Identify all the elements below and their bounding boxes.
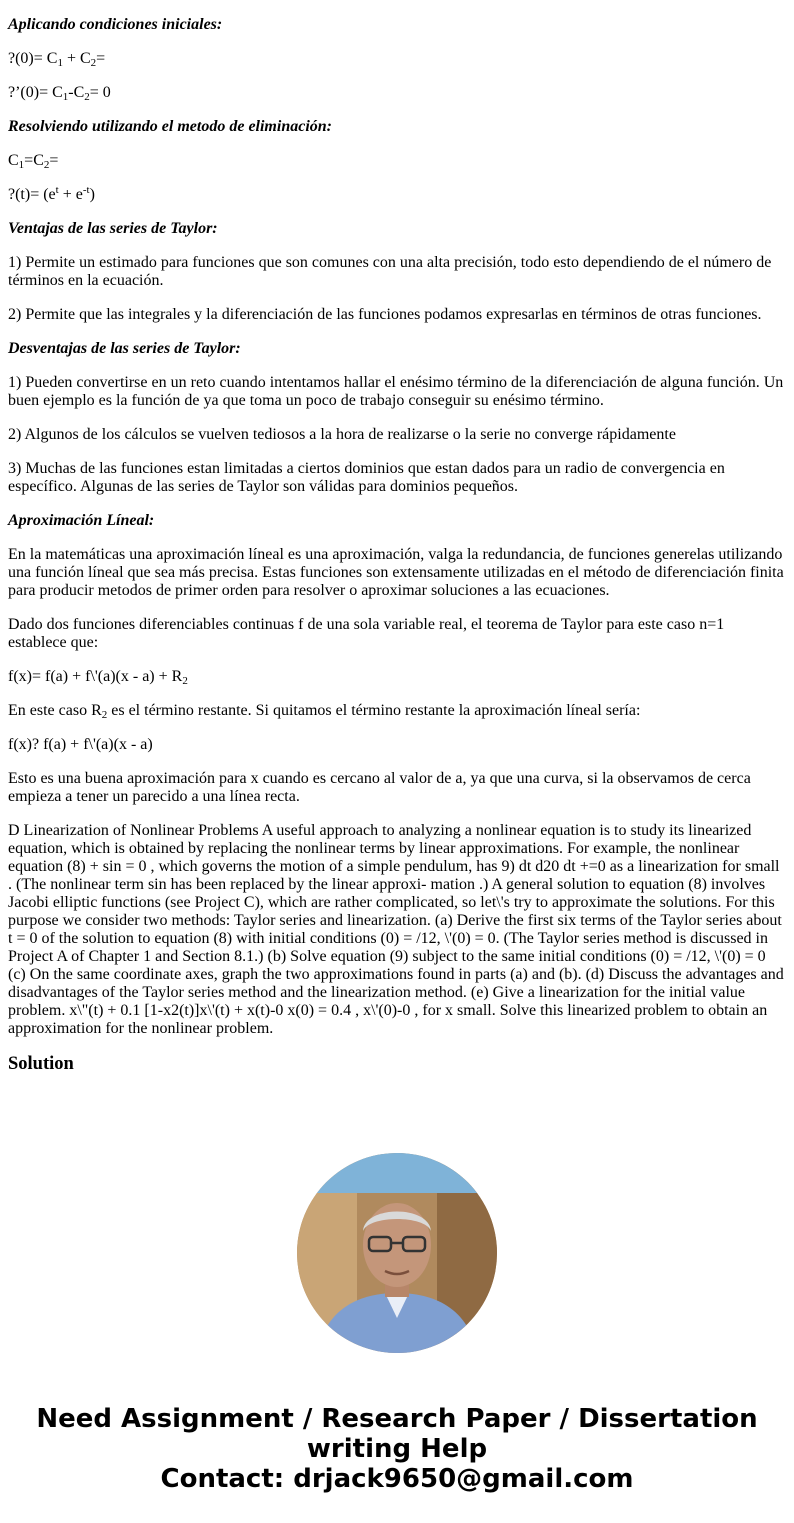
solution-title: Solution	[8, 1054, 74, 1074]
avatar-portrait-icon	[297, 1153, 497, 1353]
avatar	[297, 1153, 497, 1353]
equation-initial-1: ?(0)= $C_1 + C_2=$	[8, 50, 106, 69]
heading-advantages: Ventajas de las series de Taylor:	[8, 220, 218, 237]
equation-initial-2: ?’(0)= $C_1-C_2= 0$	[8, 84, 111, 103]
linear-paragraph-2: Dado dos funciones diferenciables continuas f de una sola variable real, el teorema de Taylor para este caso n=1 establece que:	[8, 616, 725, 651]
equation-linear-approx: f(x)? f(a) + f\'(a)(x - a)	[8, 736, 153, 753]
heading-elimination: Resolviendo utilizando el metodo de eliminación:	[8, 118, 332, 135]
banner-line-1: Need Assignment / Research Paper / Dissertation	[36, 1404, 758, 1434]
heading-disadvantages: Desventajas de las series de Taylor:	[8, 340, 241, 357]
disadvantage-item-1: 1) Pueden convertirse en un reto cuando intentamos hallar el enésimo término de la diferenciación de alguna función. Un buen ejemplo es la función de ya que toma un poco de trabajo conseguir su enésimo término.	[8, 374, 784, 409]
disadvantage-item-3: 3) Muchas de las funciones estan limitadas a ciertos dominios que estan dados para un radio de convergencia en específico. Algunas de las series de Taylor son válidas para dominios pequeños.	[8, 460, 725, 495]
equation-solution: ?(t)= $(e^t + e^{-t})$	[8, 184, 95, 203]
equation-taylor: f(x)= f(a) + f\'(a)(x - $a) + R_2$	[8, 668, 188, 687]
document-body	[8, 16, 786, 1074]
equation-constants: $C_1=C_2=$	[8, 152, 59, 171]
advantage-item-1: 1) Permite un estimado para funciones que son comunes con una alta precisión, todo esto dependiendo de el número de términos en la ecuación.	[8, 254, 772, 289]
heading-initial-conditions: Aplicando condiciones iniciales:	[8, 16, 223, 33]
advantage-item-2: 2) Permite que las integrales y la diferenciación de las funciones podamos expresarlas en términos de otras funciones.	[8, 306, 762, 323]
disadvantage-item-2: 2) Algunos de los cálculos se vuelven tediosos a la hora de realizarse o la serie no converge rápidamente	[8, 426, 676, 443]
problem-statement: D Linearization of Nonlinear Problems A useful approach to analyzing a nonlinear equation is to study its linearized equation, which is obtained by replacing the nonlinear terms by linear approximations. For example, the nonlinear equation (8) + sin = 0 , which governs the motion of a simple pendulum, has 9) dt d20 dt +=0 as a linearization for small . (The nonlinear term sin has been replaced by the linear approxi- mation .) A general solution to equation (8) involves Jacobi elliptic functions (see Project C), which are rather complicated, so let\'s try to approximate the solutions. For this purpose we consider two methods: Taylor series and linearization. (a) Derive the first six terms of the Taylor series about t = 0 of the solution to equation (8) with initial conditions (0) = /12, \'(0) = 0. (The Taylor series method is discussed in Project A of Chapter 1 and Section 8.1.) (b) Solve equation (9) subject to the same initial conditions (0) = /12, \'(0) = 0 (c) On the same coordinate axes, graph the two approximations found in parts (a) and (b). (d) Discuss the advantages and disadvantages of the Taylor series method and the linearization method. (e) Give a linearization for the initial value problem. x\"(t) + 0.1 [1-x2(t)]x\'(t) + x(t)-0 x(0) = 0.4 , x\'(0)-0 , for x small. Solve this linearized problem to obtain an approximation for the nonlinear problem.	[8, 822, 784, 1037]
banner-line-2: writing Help	[306, 1434, 488, 1464]
linear-paragraph-1: En la matemáticas una aproximación líneal es una aproximación, valga la redundancia, de funciones generelas utilizando una función líneal que sea más precisa. Estas funciones son extensamente utilizadas en el método de diferenciación finita para producir metodos de primer orden para resolver o aproximar soluciones a las ecuaciones.	[8, 546, 784, 599]
banner-contact-line: Contact: drjack9650@gmail.com	[160, 1464, 634, 1494]
heading-linear-approximation: Aproximación Líneal:	[8, 512, 155, 529]
help-banner	[0, 1404, 794, 1494]
linear-paragraph-4: Esto es una buena aproximación para x cuando es cercano al valor de a, ya que una curva, si la observamos de cerca empieza a tener un parecido a una línea recta.	[8, 770, 751, 805]
linear-paragraph-3: En este caso $R_2$ es el término restante. Si quitamos el término restante la aproximación líneal sería:	[8, 702, 641, 721]
